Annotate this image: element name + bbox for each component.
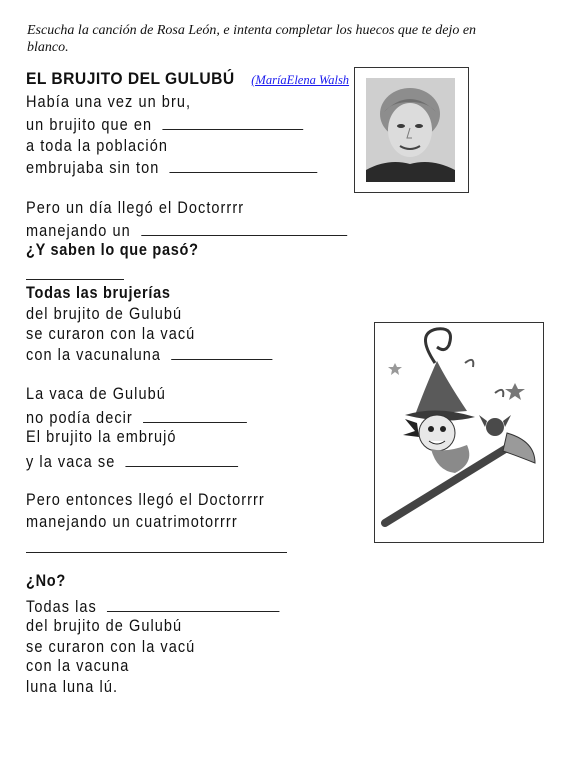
lyric-line: se curaron con la vacú xyxy=(26,638,196,656)
song-title: EL BRUJITO DEL GULUBÚ xyxy=(26,69,235,88)
lyric-line: del brujito de Gulubú xyxy=(26,305,183,323)
answer-blank[interactable] xyxy=(143,408,247,423)
lyric-line xyxy=(26,115,303,135)
lyric-line xyxy=(26,345,273,365)
lyric-line xyxy=(26,408,247,428)
answer-blank[interactable] xyxy=(141,221,347,236)
lyric-line: se curaron con la vacú xyxy=(26,325,196,343)
answer-blank[interactable] xyxy=(171,345,272,360)
author-link[interactable]: (MaríaElena Walsh xyxy=(251,73,350,87)
lyric-line xyxy=(26,452,238,472)
witch-icon xyxy=(375,323,543,542)
instructions-text: Escucha la canción de Rosa León, e intenta completar los huecos que te dejo en blanco. xyxy=(27,23,477,55)
answer-blank[interactable] xyxy=(107,597,279,612)
lyric-text: con la vacunaluna xyxy=(26,346,162,364)
lyric-line: del brujito de Gulubú xyxy=(26,617,183,635)
lyric-text: manejando un xyxy=(26,222,131,240)
lyric-text: un brujito que en xyxy=(26,116,153,134)
lyric-line xyxy=(26,158,318,178)
title-row xyxy=(26,69,349,89)
lyric-line: luna luna lú. xyxy=(26,678,119,696)
portrait-icon xyxy=(366,78,455,182)
lyric-line: La vaca de Gulubú xyxy=(26,385,166,403)
lyric-line xyxy=(26,597,280,617)
witch-illustration xyxy=(374,322,544,543)
lyric-line: Pero un día llegó el Doctorrrr xyxy=(26,199,245,217)
answer-blank[interactable] xyxy=(170,158,318,173)
lyric-line: a toda la población xyxy=(26,137,168,155)
lyric-text: y la vaca se xyxy=(26,453,116,471)
lyric-line: ¿No? xyxy=(26,572,66,590)
lyric-text: no podía decir xyxy=(26,409,133,427)
lyric-text: Todas las xyxy=(26,598,97,616)
lyric-text: embrujaba sin ton xyxy=(26,159,160,177)
lyric-line xyxy=(26,221,347,241)
portrait-image xyxy=(366,78,455,182)
lyric-line: ¿Y saben lo que pasó? xyxy=(26,241,199,259)
author-photo xyxy=(354,67,469,193)
answer-blank[interactable] xyxy=(163,115,304,130)
lyric-line: Todas las brujerías xyxy=(26,284,171,302)
lyric-line: Pero entonces llegó el Doctorrrr xyxy=(26,491,265,509)
answer-blank[interactable] xyxy=(126,452,239,467)
answer-blank[interactable] xyxy=(26,279,124,280)
lyric-line: Había una vez un bru, xyxy=(26,93,192,111)
lyric-line: con la vacuna xyxy=(26,657,130,675)
lyric-line: manejando un cuatrimotorrrr xyxy=(26,513,238,531)
answer-blank[interactable] xyxy=(26,552,287,553)
lyric-line: El brujito la embrujó xyxy=(26,428,177,446)
